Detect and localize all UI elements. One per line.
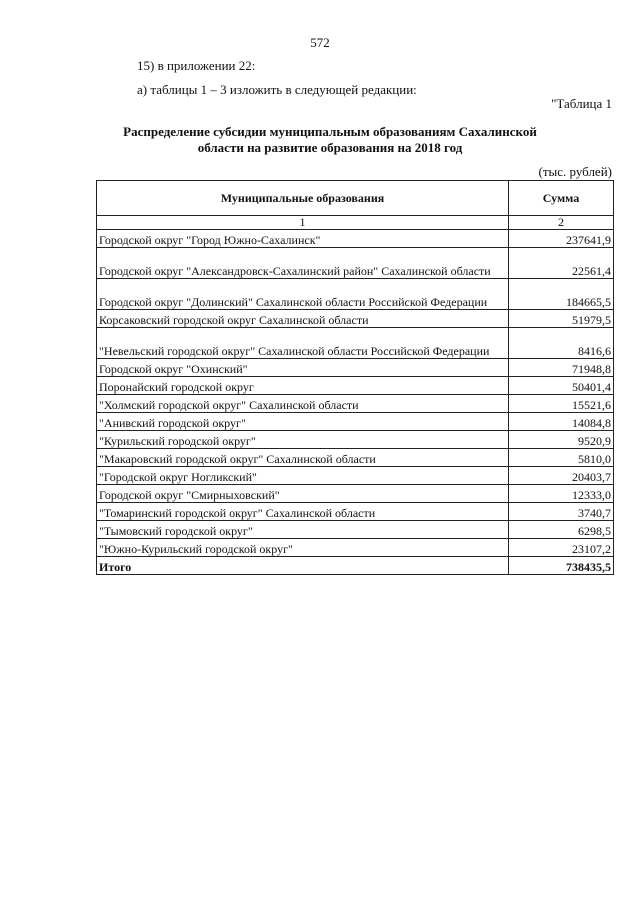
- subsidy-amount: 9520,9: [509, 431, 614, 449]
- page-number: 572: [310, 35, 330, 50]
- municipality-name: "Курильский городской округ": [97, 431, 509, 449]
- subsidy-amount: 50401,4: [509, 377, 614, 395]
- table-row: [97, 279, 614, 310]
- table-row: [97, 230, 614, 248]
- table-row: [97, 248, 614, 279]
- municipality-name: "Холмский городской округ" Сахалинской области: [97, 395, 509, 413]
- municipality-name: Корсаковский городской округ Сахалинской области: [97, 310, 509, 328]
- column-number-1: 1: [97, 216, 509, 230]
- table-row: [97, 377, 614, 395]
- header-municipalities: Муниципальные образования: [97, 181, 509, 216]
- table-row: [97, 413, 614, 431]
- municipality-name: Городской округ "Александровск-Сахалинский район" Сахалинской области: [97, 248, 509, 279]
- municipality-name: Городской округ "Смирныховский": [97, 485, 509, 503]
- table-row: [97, 431, 614, 449]
- subsidy-amount: 23107,2: [509, 539, 614, 557]
- municipality-name: "Невельский городской округ" Сахалинской области Российской Федерации: [97, 328, 509, 359]
- municipality-name: Поронайский городской округ: [97, 377, 509, 395]
- intro-line-2: а) таблицы 1 – 3 изложить в следующей редакции:: [137, 82, 417, 97]
- table-row: [97, 310, 614, 328]
- municipality-name: Городской округ "Долинский" Сахалинской области Российской Федерации: [97, 279, 509, 310]
- total-amount: 738435,5: [509, 557, 614, 575]
- subsidy-table: [96, 180, 614, 575]
- municipality-name: "Макаровский городской округ" Сахалинской области: [97, 449, 509, 467]
- subsidy-amount: 71948,8: [509, 359, 614, 377]
- municipality-name: "Томаринский городской округ" Сахалинской области: [97, 503, 509, 521]
- table-row: [97, 395, 614, 413]
- total-label: Итого: [97, 557, 509, 575]
- table-header-row: [97, 181, 614, 216]
- table-title: Распределение субсидии муниципальным образованиям Сахалинской области на развитие образования на 2018 год: [123, 124, 537, 155]
- municipality-name: "Анивский городской округ": [97, 413, 509, 431]
- municipality-name: Городской округ "Город Южно-Сахалинск": [97, 230, 509, 248]
- table-reference: "Таблица 1: [551, 96, 612, 111]
- subsidy-amount: 15521,6: [509, 395, 614, 413]
- subsidy-amount: 184665,5: [509, 279, 614, 310]
- header-sum: Сумма: [509, 181, 614, 216]
- subsidy-amount: 12333,0: [509, 485, 614, 503]
- table-row: [97, 503, 614, 521]
- subsidy-amount: 5810,0: [509, 449, 614, 467]
- table-row: [97, 359, 614, 377]
- municipality-name: Городской округ "Охинский": [97, 359, 509, 377]
- table-row: [97, 328, 614, 359]
- table-row: [97, 467, 614, 485]
- subsidy-amount: 3740,7: [509, 503, 614, 521]
- table-row: [97, 539, 614, 557]
- subsidy-amount: 20403,7: [509, 467, 614, 485]
- table-row: [97, 521, 614, 539]
- intro-line-1: 15) в приложении 22:: [137, 58, 256, 73]
- municipality-name: "Городской округ Ногликский": [97, 467, 509, 485]
- total-row: [97, 557, 614, 575]
- subsidy-amount: 8416,6: [509, 328, 614, 359]
- table-row: [97, 449, 614, 467]
- subsidy-amount: 6298,5: [509, 521, 614, 539]
- subsidy-amount: 14084,8: [509, 413, 614, 431]
- subsidy-amount: 51979,5: [509, 310, 614, 328]
- subsidy-amount: 237641,9: [509, 230, 614, 248]
- units-label: (тыс. рублей): [538, 164, 612, 179]
- municipality-name: "Тымовский городской округ": [97, 521, 509, 539]
- column-number-row: [97, 216, 614, 230]
- table-row: [97, 485, 614, 503]
- column-number-2: 2: [509, 216, 614, 230]
- subsidy-amount: 22561,4: [509, 248, 614, 279]
- municipality-name: "Южно-Курильский городской округ": [97, 539, 509, 557]
